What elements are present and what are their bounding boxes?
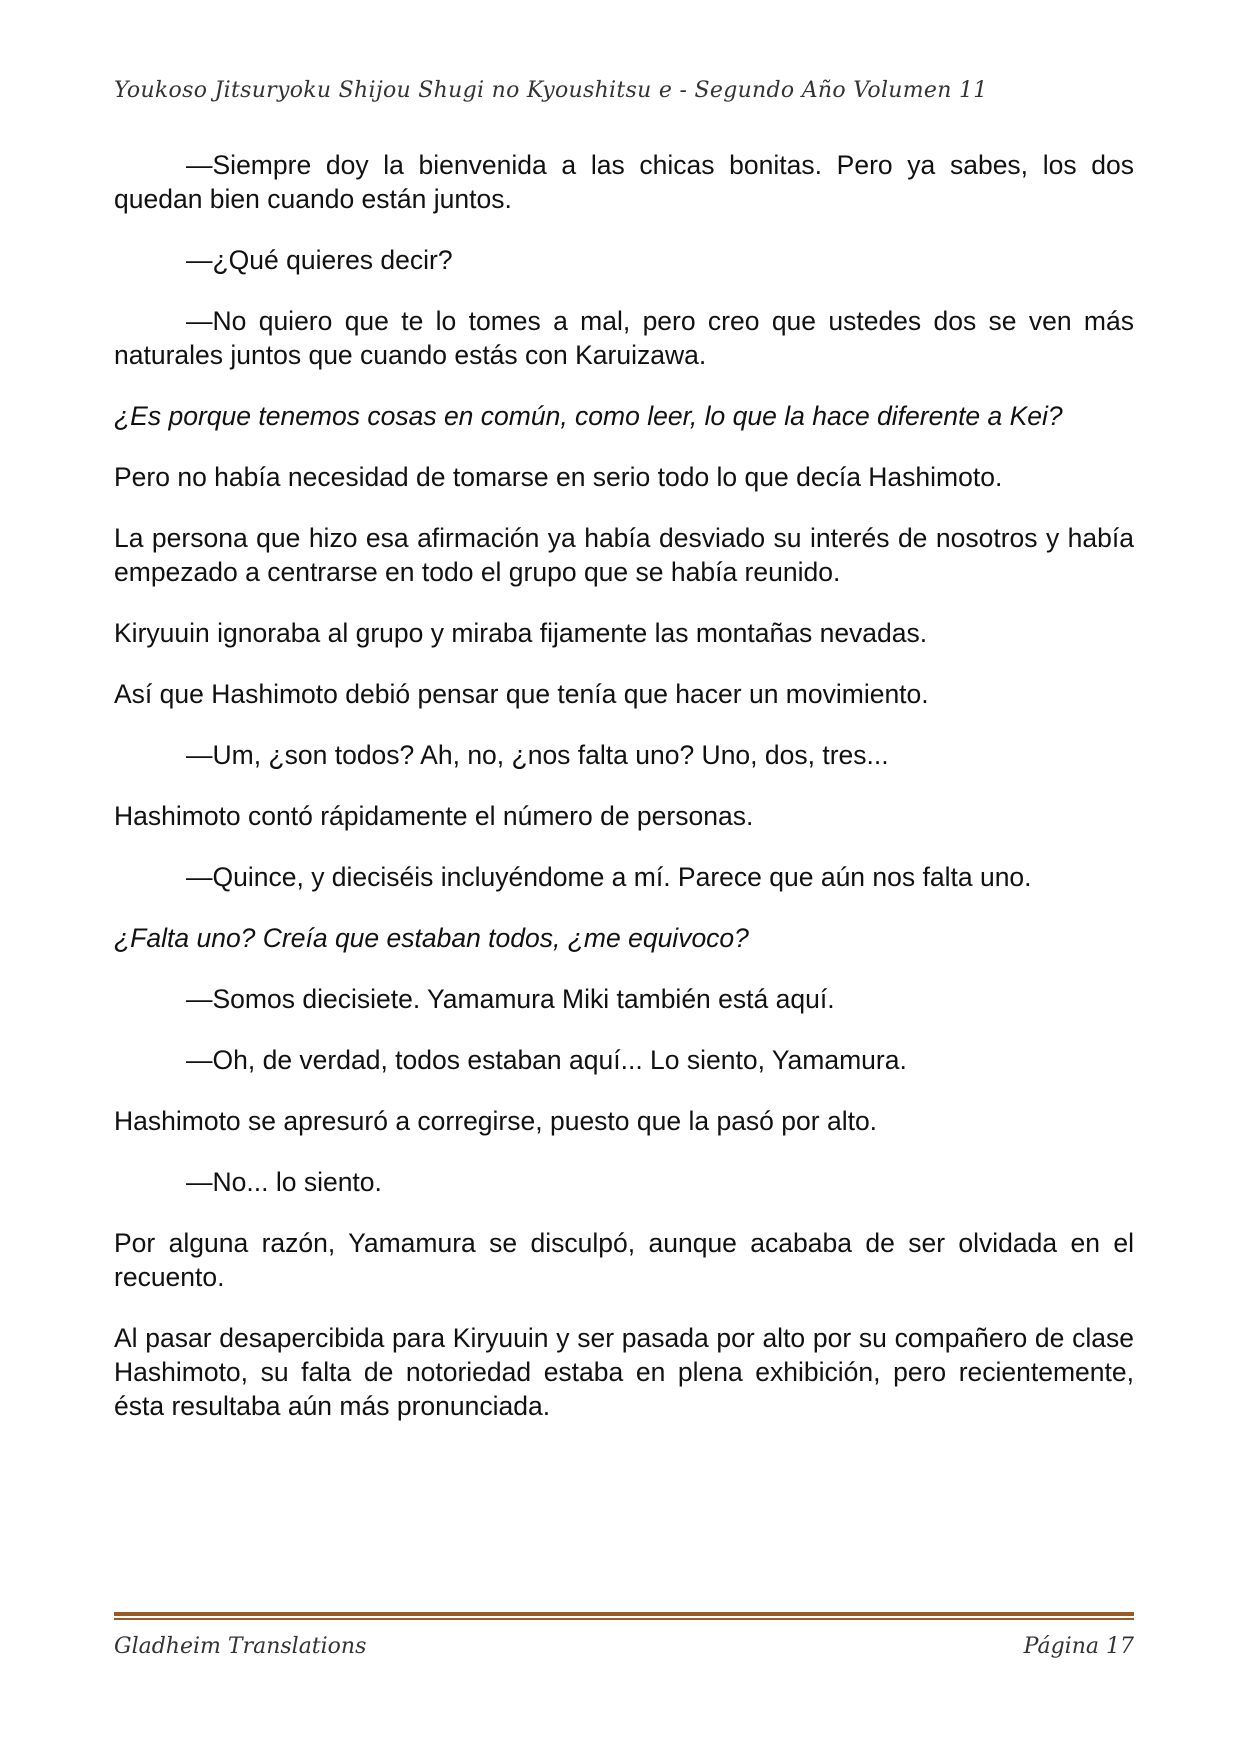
- footer-page-number: Página 17: [1023, 1634, 1134, 1659]
- paragraph-narration: Pero no había necesidad de tomarse en serio todo lo que decía Hashimoto.: [114, 462, 1003, 492]
- paragraph-narration: Al pasar desapercibida para Kiryuuin y ser pasada por alto por su compañero de clase Hashimoto, su falta de notoriedad estaba en plena exhibición, pero recientemente, ésta resultaba aún más pronunciada.: [114, 1323, 1134, 1421]
- page-body: [114, 148, 1134, 1450]
- paragraph-dialog: —Oh, de verdad, todos estaban aquí... Lo siento, Yamamura.: [186, 1045, 907, 1075]
- paragraph-dialog: —Um, ¿son todos? Ah, no, ¿nos falta uno? Uno, dos, tres...: [186, 740, 889, 770]
- paragraph-narration: Kiryuuin ignoraba al grupo y miraba fijamente las montañas nevadas.: [114, 618, 928, 648]
- paragraph-narration: Por alguna razón, Yamamura se disculpó, aunque acababa de ser olvidada en el recuento.: [114, 1228, 1134, 1292]
- paragraph-dialog: —Somos diecisiete. Yamamura Miki también está aquí.: [186, 984, 835, 1014]
- paragraph-thought: ¿Es porque tenemos cosas en común, como leer, lo que la hace diferente a Kei?: [114, 401, 1063, 431]
- paragraph-dialog: —Quince, y dieciséis incluyéndome a mí. Parece que aún nos falta uno.: [186, 862, 1032, 892]
- paragraph-dialog: —¿Qué quieres decir?: [186, 245, 453, 275]
- running-header: Youkoso Jitsuryoku Shijou Shugi no Kyoushitsu e - Segundo Año Volumen 11: [114, 78, 988, 103]
- paragraph-narration: La persona que hizo esa afirmación ya había desviado su interés de nosotros y había empezado a centrarse en todo el grupo que se había reunido.: [114, 523, 1134, 587]
- paragraph-dialog: —No quiero que te lo tomes a mal, pero creo que ustedes dos se ven más naturales juntos que cuando estás con Karuizawa.: [114, 306, 1134, 370]
- footer-publisher: Gladheim Translations: [114, 1634, 367, 1659]
- paragraph-dialog: —Siempre doy la bienvenida a las chicas bonitas. Pero ya sabes, los dos quedan bien cuando están juntos.: [114, 150, 1134, 214]
- paragraph-thought: ¿Falta uno? Creía que estaban todos, ¿me equivoco?: [114, 923, 749, 953]
- footer-divider: [114, 1612, 1134, 1620]
- footer-divider-thin: [114, 1618, 1134, 1620]
- paragraph-narration: Así que Hashimoto debió pensar que tenía que hacer un movimiento.: [114, 679, 929, 709]
- paragraph-narration: Hashimoto contó rápidamente el número de personas.: [114, 801, 754, 831]
- paragraph-narration: Hashimoto se apresuró a corregirse, puesto que la pasó por alto.: [114, 1106, 878, 1136]
- paragraph-dialog: —No... lo siento.: [186, 1167, 382, 1197]
